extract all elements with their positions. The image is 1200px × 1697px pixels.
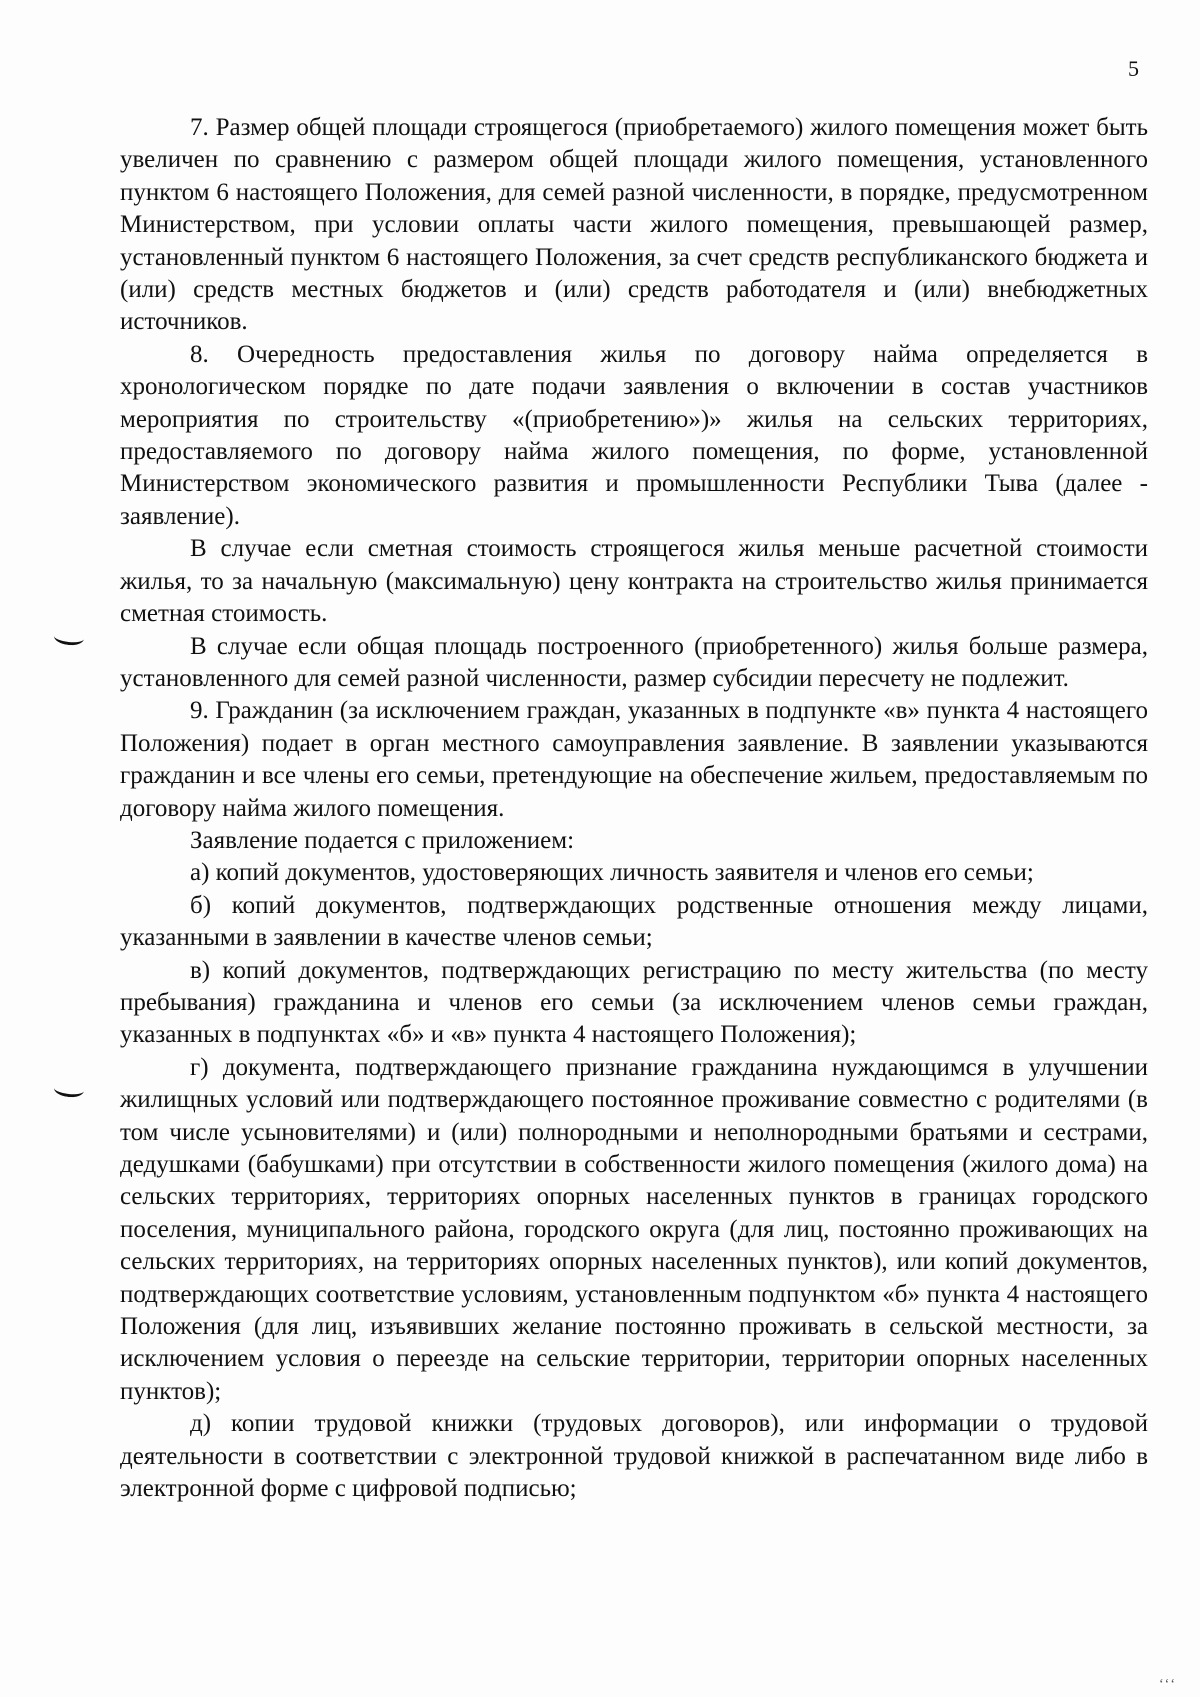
- list-item-v: в) копий документов, подтверждающих регистрацию по месту жительства (по месту пребывания) гражданина и членов его семьи (за исключением членов семьи граждан, указанных в подпунктах «б» и «в» пункта 4 настоящего Положения);: [120, 956, 1148, 1049]
- paragraph-8: 8. Очередность предоставления жилья по договору найма определяется в хронологическом порядке по дате подачи заявления о включении в состав участников мероприятия по строительству «(приобретению»)» жилья на сельских территориях, предоставляемого по договору найма жилого помещения, по форме, установленной Министерством экономического развития и промышленности Республики Тыва (далее - заявление).: [120, 340, 1148, 530]
- list-item-b: б) копий документов, подтверждающих родственные отношения между лицами, указанными в заявлении в качестве членов семьи;: [120, 891, 1148, 952]
- paragraph-area-subsidy: В случае если общая площадь построенного (приобретенного) жилья больше размера, установленного для семей разной численности, размер субсидии пересчету не подлежит.: [120, 632, 1148, 692]
- paragraph-attachments-intro: Заявление подается с приложением:: [190, 826, 575, 854]
- paragraph-7: 7. Размер общей площади строящегося (приобретаемого) жилого помещения может быть увеличен по сравнению с размером общей площади жилого помещения, установленного пунктом 6 настоящего Положения, для семей разной численности, в порядке, предусмотренном Министерством, при условии оплаты части жилого помещения, превышающей размер, установленный пунктом 6 настоящего Положения, за счет средств республиканского бюджета и (или) средств местных бюджетов и (или) средств работодателя и (или) внебюджетных источников.: [120, 114, 1148, 336]
- scan-artifact-mark: [53, 628, 84, 646]
- list-item-d: д) копии трудовой книжки (трудовых договоров), или информации о трудовой деятельности в соответствии с электронной трудовой книжкой в распечатанном виде либо в электронной форме с цифровой подписью;: [120, 1410, 1148, 1503]
- page-number: 5: [1128, 56, 1139, 81]
- list-item-a: а) копий документов, удостоверяющих личность заявителя и членов его семьи;: [190, 859, 1034, 887]
- scan-corner-mark: ʻʻʻ: [1159, 1677, 1176, 1692]
- paragraph-estimate-cost: В случае если сметная стоимость строящегося жилья меньше расчетной стоимости жилья, то за начальную (максимальную) цену контракта на строительство жилья принимается сметная стоимость.: [120, 535, 1148, 628]
- list-item-g: г) документа, подтверждающего признание гражданина нуждающимся в улучшении жилищных условий или подтверждающего постоянное проживание совместно с родителями (в том числе усыновителями) и (или) полнородными и неполнородными братьями и сестрами, дедушками (бабушками) при отсутствии в собственности жилого помещения (жилого дома) на сельских территориях, территориях опорных населенных пунктов в границах городского поселения, муниципального района, городского округа (для лиц, постоянно проживающих на сельских территориях, на территориях опорных населенных пунктов), или копий документов, подтверждающих соответствие условиям, установленным подпунктом «б» пункта 4 настоящего Положения (для лиц, изъявивших желание постоянно проживать в сельской местности, за исключением условия о переезде на сельские территории, территории опорных населенных пунктов);: [120, 1053, 1148, 1405]
- document-body: [120, 112, 1148, 1505]
- scan-artifact-mark: [53, 1080, 84, 1098]
- paragraph-9: 9. Гражданин (за исключением граждан, указанных в подпункте «в» пункта 4 настоящего Положения) подает в орган местного самоуправления заявление. В заявлении указываются гражданин и все члены его семьи, претендующие на обеспечение жильем, предоставляемым по договору найма жилого помещения.: [120, 697, 1148, 822]
